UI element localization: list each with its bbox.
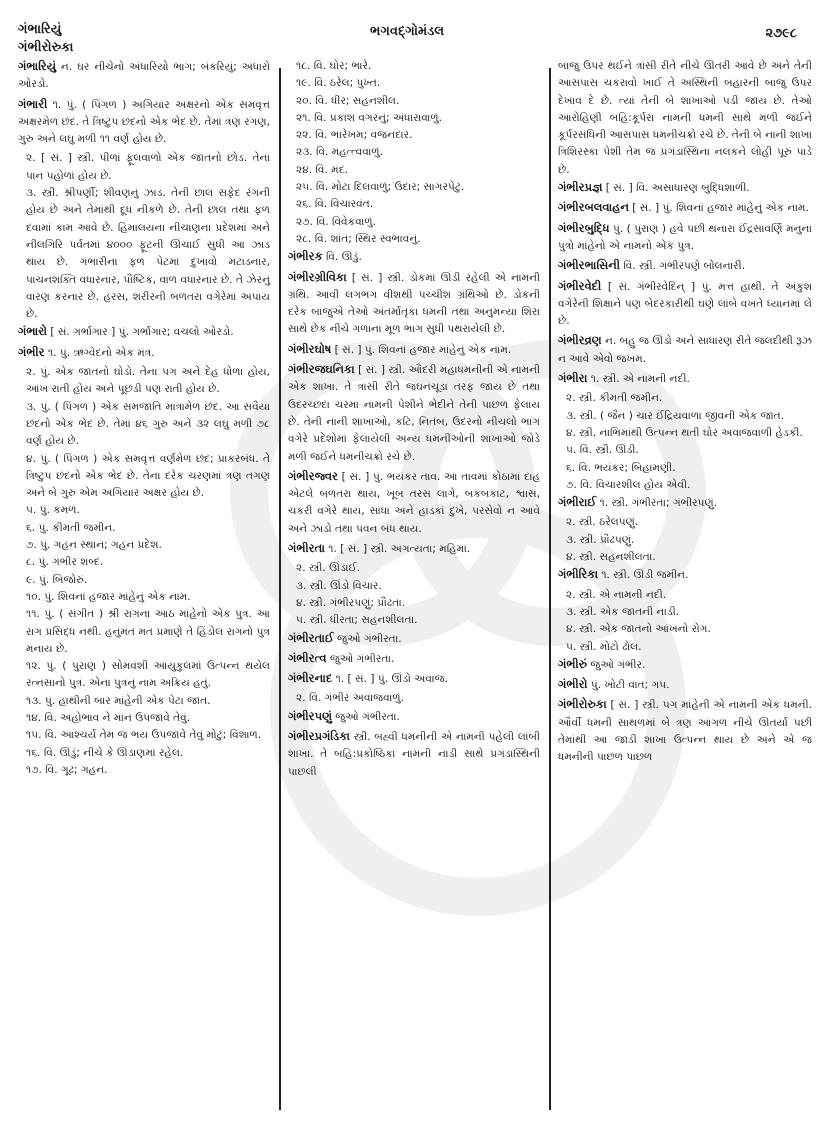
entry-headword: ગંભીરવ્રણ (558, 333, 602, 348)
entry-definition: ૨. [ સં. ] સ્ત્રી. પીળાં ફૂલવાળો એક જાતનો છોડ. તેનાં પાન પહોળાં હોય છે. (26, 152, 270, 182)
entry-definition: ૨. સ્ત્રી. ઊંડાઈ. (296, 562, 361, 575)
entry-definition: ૪. સ્ત્રી. સહનશીલતા. (566, 551, 656, 564)
dictionary-entry (288, 468, 540, 538)
dictionary-entry (558, 566, 812, 584)
entry-sense (18, 364, 270, 399)
entry-definition: ૨૫. વિ. મોટા દિલવાળું; ઉદાર; સાગરપેટું. (296, 181, 465, 194)
dictionary-entry (558, 332, 812, 368)
entry-sense (18, 520, 270, 537)
column-right (558, 58, 812, 769)
entry-headword: ગંભીરક (288, 249, 323, 264)
entry-definition: ૯. પું. બિજોરું. (26, 573, 88, 586)
entry-definition: [ સં. ગર્ભાગાર ] પું. ગર્ભાગાર; વચલો ઓરડો. (50, 326, 234, 339)
entry-sense (558, 639, 812, 656)
entry-definition: ૨૬. વિ. વિચારવંત. (296, 198, 374, 211)
entry-headword: ગંભીરબલવાહન (558, 200, 629, 215)
dictionary-entry (558, 494, 812, 512)
entry-sense (288, 595, 540, 612)
dictionary-entry (288, 361, 540, 466)
entry-definition: [ સં. ગંભીરવેદિન્ ] પું. મત્ત હાથી. તે અંકુશ વગેરેની શિક્ષાને પણ બેદરકારીથી ઘણે લાંબે વખતે ધ્યાનમાં લે છે. (558, 280, 812, 328)
entry-headword: ગંભીરોરુકા (558, 697, 607, 712)
entry-sense (18, 399, 270, 451)
dictionary-entry (558, 370, 812, 388)
entry-definition: ૨. વિ. ગંભીર અવાજવાળું. (296, 692, 404, 705)
entry-definition: ૫. વિ. સ્ત્રી. ઊંડી. (566, 444, 639, 457)
book-title: ભગવદ્ગોમંડલ (370, 24, 445, 39)
entry-headword: ગંભારો (18, 324, 47, 339)
entry-sense (558, 58, 812, 179)
entry-sense (558, 621, 812, 638)
entry-definition: ન. ઘર નીચેનો અંધારિયો ભાગ; બંકરિયું; અંધારો ઓરડો. (18, 61, 270, 91)
entry-sense (18, 693, 270, 710)
entry-sense (558, 442, 812, 459)
dictionary-entry (288, 341, 540, 359)
entry-definition: ૧૩. પું. હાથીની બાર માંહેની એક પેટા જાત. (26, 694, 211, 707)
entry-sense (288, 127, 540, 144)
column-divider (549, 68, 551, 1110)
entry-definition: ૫. પું. કમળ. (26, 504, 80, 517)
entry-headword: ગંભીરજ્વર (288, 468, 338, 483)
dictionary-entry (288, 650, 540, 668)
entry-headword: ગંભીરજઘનિકા (288, 362, 355, 377)
entry-headword: ગંભીરગ્રીવિકા (288, 269, 347, 284)
dictionary-entry (288, 708, 540, 726)
entry-definition: ૪. સ્ત્રી. નાભિમાંથી ઉત્પન્ન થતી ઘોર અવાજવાળી હેડકી. (566, 426, 803, 439)
entry-definition: ૧૮. વિ. ઘોર; ભારે. (296, 60, 372, 72)
entry-definition: ૨૩. વિ. મહત્ત્વવાળું. (296, 146, 384, 159)
entry-definition: જુઓ ગંભીરતા. (329, 652, 395, 665)
entry-definition: [ સં. ] સ્ત્રી. પગ માંહેની એ નામની એક ધમની. ઔર્વી ધમની સાથળમાં બે ત્રણ આંગળ નીચે ઊતર્યા પછી તેમાંથી આ જાડી શાખા ઉત્પન્ન થાય છે અને એ જ ધમનીની પાછળ પાછળ (558, 699, 812, 764)
entry-sense (18, 150, 270, 185)
entry-definition: ૩. સ્ત્રી. શ્રીપર્ણી; શીવણનું ઝાડ. તેની છાલ સફેદ રંગની હોય છે અને તેમાંથી દૂધ નીકળે છે. તેની છાલ તથા ફળ દવામાં કામ આવે છે. હિમાલયના નીચાણના પ્રદેશમાં અને નીલગિરિ પર્વતમાં ૪૦૦૦ ફૂટની ઊંચાઈ સુધી આ ઝાડ થાય છે. ગંભારીના ફળ પેટમાં દુખાવો મટાડનાર, પાચનશક્તિ વધારનાર, પૌષ્ટિક, વાળ વધારનાર છે. તે ઝેરનું વારણ કરનાર છે. હરસ, શરીરની બળતરા વગેરેમાં અપાય છે. (26, 187, 270, 321)
entry-definition: ૩. સ્ત્રી. ઊંડો વિચાર. (296, 579, 382, 592)
entry-sense (18, 589, 270, 606)
entry-definition: [ સં. ] સ્ત્રી. ઔદરી મહાધમનીની એ નામની એક શાખા. તે ત્રાંસી રીતે જઘનચૂડા તરફ જાય છે તથા ઉદરચ્છદા ચરમા નામની પેશીને ભેદીને તેની પાછળ ફેલાય છે. તેની નાની શાખાઓ, કટિ, નિતંબ, ઉદરનો નીચલો ભાગ વગેરે પ્રદેશોમાં ફેલાયેલી અન્ય ધમનીઓની શાખાઓ જોડે મળી જઈને ધમનીચક્રો રચે છે. (288, 364, 541, 463)
entry-sense (288, 58, 540, 75)
entry-definition: ૧૭. વિ. ગૂઢ; ગહન. (26, 763, 108, 776)
entry-sense (18, 606, 270, 658)
entry-sense (558, 587, 812, 604)
entry-definition: [ સં. ] પું. ભયંકર તાવ. આ તાવમાં કોઠામાં દાહ એટલે બળતરા થાય, ખૂબ તરસ લાગે, બકબકાટ, શ્વાસ, ચકરી વગેરે થાય, સાંધા અને હાડકાં દુખે, પરસેવો ન આવે અને ઝાડો તથા પવન બંધ થાય. (288, 470, 540, 535)
entry-sense (558, 460, 812, 477)
entry-headword: ગંભીરનાદ (288, 671, 333, 686)
dictionary-entry (18, 344, 270, 362)
entry-sense (558, 390, 812, 407)
dictionary-entry (558, 676, 812, 694)
entry-definition: બાજુ ઉપર થઈને ત્રાંસી રીતે નીચે ઊતરી આવે છે અને તેની આસપાસ ચકરાવો ખાઈ તે અસ્થિની બહારની બાજુ ઉપર દેખાવ દે છે. ત્યાં તેની બે શાખાઓ પડી જાય છે. તેઓ આરોહિણી બહિ:કૂર્પરા નામની ધમની સાથે મળી જઈને કૂર્પરસંધિની આસપાસ ધમનીચક્રો રચે છે. તેની બે નાની શાખા ત્રિશિરસ્કા પેશી તેમ જ પ્રગંડાસ્થિના નલકને લોહી પૂરું પાડે છે. (558, 60, 812, 176)
entry-definition: [ સં. ] સ્ત્રી. ડોકમાં ઊંડી રહેલી એ નામની ગ્રંથિ. આવી લગભગ વીશથી પચ્ચીશ ગ્રંથિઓ છે. ડોકની દરેક બાજુએ તેઓ અંતર્માતૃકા ધમની તથા અનુમન્યા શિરા સાથે છેક નીચે ગળાના મૂળ ભાગ સુધી પથરાયેલી છે. (288, 271, 540, 336)
entry-sense (288, 231, 540, 248)
entry-headword: ગંભીરપ્રગંડિકા (288, 728, 350, 743)
entry-headword: ગંભીરવેદી (558, 278, 602, 293)
entry-sense (18, 537, 270, 554)
entry-headword: ગંભીરાઈ (558, 495, 597, 510)
entry-sense (18, 185, 270, 323)
dictionary-entry (288, 728, 540, 781)
entry-headword: ગંભીર (18, 344, 45, 359)
entry-headword: ગંભીરબુદ્ધિ (558, 220, 610, 235)
column-divider (279, 68, 281, 1110)
entry-sense (18, 727, 270, 744)
dictionary-entry (558, 199, 812, 217)
dictionary-entry (18, 323, 270, 341)
entry-sense (558, 408, 812, 425)
dictionary-entry (288, 540, 540, 558)
entry-sense (558, 425, 812, 442)
dictionary-entry (288, 269, 540, 339)
entry-definition: વિ. સ્ત્રી. ગંભીરપણે બોલનારી. (623, 260, 746, 273)
entry-definition: ૨૧. વિ. પ્રકાશ વગરનું; અંધારાવાળું. (296, 111, 443, 124)
entry-definition: ૪. સ્ત્રી. ગંભીરપણું; પ્રૌઢતા. (296, 596, 406, 609)
entry-definition: [ સં. ] પું. શિવનાં હજાર માંહેનું એક નામ. (334, 343, 512, 356)
entry-definition: ૨૭. વિ. વિવેકવાળું. (296, 215, 376, 228)
entry-definition: ૨. સ્ત્રી. કીમતી જમીન. (566, 392, 663, 405)
entry-definition: ૧૨. પું. ( પુરાણ ) સોમવંશી આયુકુલમાં ઉત્પન્ન થયેલ રત્નસાનો પુત્ર. એના પુત્રનું નામ અક્રિય હતું. (26, 660, 270, 690)
entry-definition: ૪. સ્ત્રી. એક જાતનો આંખનો રોગ. (566, 623, 711, 636)
entry-definition: ૨. સ્ત્રી. ઠરેલપણું. (566, 516, 639, 529)
entry-sense (18, 554, 270, 571)
entry-definition: ૧૪. વિ. અહોભાવ ને માન ઉપજાવે તેવું. (26, 711, 191, 724)
entry-definition: ૧. પું. ઋગ્વેદનો એક મંત્ર. (47, 346, 155, 359)
entry-definition: પું. ( પુરાણ ) હવે પછી થનારા ઈંદ્રસાવર્ણિ મનુના પુત્રો માંહેનો એ નામનો એક પુત્ર. (558, 222, 812, 252)
entry-definition: સ્ત્રી. બહ્વી ધમનીની એ નામની પહેલી લાંબી શાખા. તે બહિ:પ્રકોષ્ઠિકા નામની નાડી સાથે પ્રગંડાસ્થિની પાછલી (288, 730, 540, 778)
dictionary-entry (558, 656, 812, 674)
page-header (0, 0, 825, 60)
entry-headword: ગંભારિયું (18, 59, 57, 73)
entry-definition: ૧. [ સં. ] પું. ઊંડો અવાજ. (335, 673, 448, 686)
entry-sense (558, 604, 812, 621)
entry-sense (18, 710, 270, 727)
entry-headword: ગંભીરો (558, 677, 588, 692)
entry-definition: ૧. સ્ત્રી. એ નામની નદી. (590, 373, 690, 386)
entry-headword: ગંભીરભાસિની (558, 258, 621, 273)
entry-sense (288, 162, 540, 179)
guide-word-first: ગંભારિયું (18, 22, 62, 37)
entry-headword: ગંભીરત્વ (288, 650, 327, 665)
dictionary-entry (18, 96, 270, 149)
entry-definition: ૧૯. વિ. ઠરેલ; પુખ્ત. (296, 77, 381, 90)
entry-definition: ૭. વિ. વિચારશીલ હોય એવી. (566, 478, 691, 491)
entry-definition: ૨૦. વિ. ધીર; સહનશીલ. (296, 94, 400, 107)
entry-definition: ૧. પું. ( પિંગળ ) અગિયાર અક્ષરનો એક સમવૃત્ત અક્ષરમેળ છંદ. તે ત્રિષ્ટુપ છંદનો એક ભેદ છે. તેમાં ત્રણ રગણ, ગુરુ અને લઘુ મળી ૧૧ વર્ણ હોય છે. (18, 98, 270, 146)
entry-sense (288, 75, 540, 92)
dictionary-entry (288, 670, 540, 688)
dictionary-entry (558, 257, 812, 275)
column-left (18, 58, 270, 779)
entry-sense (18, 451, 270, 503)
entry-definition: વિ. ઊંડું. (326, 251, 362, 264)
entry-definition: ૨૨. વિ. ભારેખમ; વજનદાર. (296, 129, 413, 142)
entry-definition: ૮. પું. ગંભીર શબ્દ. (26, 556, 104, 569)
entry-sense (288, 214, 540, 231)
entry-sense (288, 196, 540, 213)
entry-sense (558, 549, 812, 566)
entry-definition: [ સં. ] વિ. અસાધારણ બુદ્ધિશાળી. (605, 182, 750, 195)
entry-definition: જુઓ ગંભીરતા. (335, 710, 400, 723)
entry-definition: ૬. વિ. ભયંકર; બિહામણી. (566, 461, 676, 474)
dictionary-entry (288, 248, 540, 266)
entry-sense (18, 762, 270, 779)
entry-sense (288, 578, 540, 595)
entry-definition: પું. ખોટી વાત; ગપ. (590, 679, 670, 692)
dictionary-entry (558, 220, 812, 256)
entry-definition: ૨. સ્ત્રી. એ નામની નદી. (566, 588, 667, 601)
entry-headword: ગંભીરતાઈ (288, 630, 334, 645)
page-number: ૨૭૯૮ (765, 26, 797, 41)
dictionary-entry (558, 179, 812, 197)
entry-sense (288, 144, 540, 161)
dictionary-entry (558, 696, 812, 766)
entry-definition: ૧. સ્ત્રી. ગંભીરતા; ગંભીરપણું. (599, 497, 718, 510)
entry-headword: ગંભારી (18, 96, 48, 111)
entry-sense (288, 93, 540, 110)
entry-sense (18, 658, 270, 693)
entry-definition: ૬. પું. કીમતી જમીન. (26, 521, 116, 534)
entry-definition: ૧૧. પું. ( સંગીત ) શ્રી રાગના આઠ માંહેનો એક પુત્ર. આ રાગ પ્રસિદ્ધ નથી. હનુમંત મત પ્રમાણે તે હિંડોલ રાગનો પુત્ર મનાય છે. (26, 608, 270, 655)
guide-word-last: ગંભીરોરુકા (18, 40, 74, 55)
entry-definition: ૨૪. વિ. મંદ. (296, 163, 349, 176)
entry-definition: ૩. સ્ત્રી. એક જાતની નાડી. (566, 605, 680, 618)
entry-headword: ગંભીરઘોષ (288, 341, 332, 356)
entry-sense (288, 179, 540, 196)
entry-sense (288, 560, 540, 577)
entry-sense (18, 745, 270, 762)
entry-definition: જુઓ ગંભીરતા. (337, 632, 402, 645)
entry-definition: ૧. સ્ત્રી. ઊંડી જમીન. (601, 569, 689, 582)
column-middle (288, 58, 540, 783)
entry-headword: ગંભીરપ્રજ્ઞ (558, 180, 603, 195)
entry-sense (558, 477, 812, 494)
entry-sense (18, 572, 270, 589)
entry-headword: ગંભીરિકા (558, 567, 598, 582)
entry-headword: ગંભીરા (558, 371, 588, 386)
entry-sense (558, 514, 812, 531)
entry-sense (288, 612, 540, 629)
entry-definition: ૩. સ્ત્રી. ( જૈન ) ચાર ઈંદ્રિયવાળા જીવની એક જાત. (566, 409, 785, 422)
entry-sense (288, 690, 540, 707)
entry-definition: ૧૫. વિ. આશ્ચર્ય તેમ જ ભય ઉપજાવે તેવું મોટું; વિશાળ. (26, 729, 262, 742)
entry-sense (558, 532, 812, 549)
entry-sense (18, 502, 270, 519)
entry-definition: ૩. સ્ત્રી. પ્રૌઢપણું. (566, 533, 635, 546)
entry-headword: ગંભીરપણું (288, 708, 332, 723)
entry-headword: ગંભીરતા (288, 541, 325, 556)
entry-definition: ન. બહુ જ ઊંડો અને સાધારણ રીતે જલદીથી રૂઝ ન આવે એવો જખમ. (558, 335, 812, 365)
entry-definition: ૧. [ સં. ] સ્ત્રી. અગત્યતા; મહિમા. (328, 543, 471, 556)
entry-definition: ૨૮. વિ. શાંત; સ્થિર સ્વભાવનું. (296, 232, 421, 245)
entry-definition: જુઓ ગંભીર. (590, 658, 646, 671)
entry-definition: ૪. પું. ( પિંગળ ) એક સમવૃત્ત વર્ણમેળ છંદ; પ્રાકરબંધ. તે ત્રિષ્ટુપ છંદનો એક ભેદ છે. તેના દરેક ચરણમાં ત્રણ તગણ અને બે ગુરુ એમ અગિયાર અક્ષર હોય છે. (26, 452, 270, 500)
entry-definition: ૭. પું. ગહન સ્થાન; ગહન પ્રદેશ. (26, 539, 162, 552)
entry-definition: ૧૬. વિ. ઊંડું; નીચે કે ઊંડાણમાં રહેલ. (26, 746, 184, 759)
dictionary-entry (288, 630, 540, 648)
entry-definition: ૨. પું. એક જાતનો ઘોડો. તેના પગ અને દેહ ધોળા હોય, આંખ રાતી હોય અને પૂછડી પણ રાતી હોય છે. (26, 366, 270, 396)
entry-definition: ૫. સ્ત્રી. મોટો ઢોલ. (566, 640, 642, 653)
dictionary-entry (558, 278, 812, 331)
entry-definition: ૫. સ્ત્રી. ધીરતા; સહનશીલતા. (296, 614, 418, 627)
entry-sense (288, 110, 540, 127)
entry-definition: [ સં. ] પું. શિવનાં હજાર માંહેનું એક નામ. (632, 202, 809, 215)
entry-headword: ગંભીરું (558, 656, 588, 671)
entry-definition: ૩. પું. ( પિંગળ ) એક સમજાતિ માત્રામેળ છંદ. આ સવૈયા છંદનો એક ભેદ છે. તેમાં ૪૬ ગુરુ અને ૩૨ લઘુ મળી ૭૮ વર્ણ હોય છે. (26, 400, 270, 448)
entry-definition: ૧૦. પું. શિવનાં હજાર માંહેનું એક નામ. (26, 590, 191, 603)
dictionary-entry (18, 58, 270, 94)
